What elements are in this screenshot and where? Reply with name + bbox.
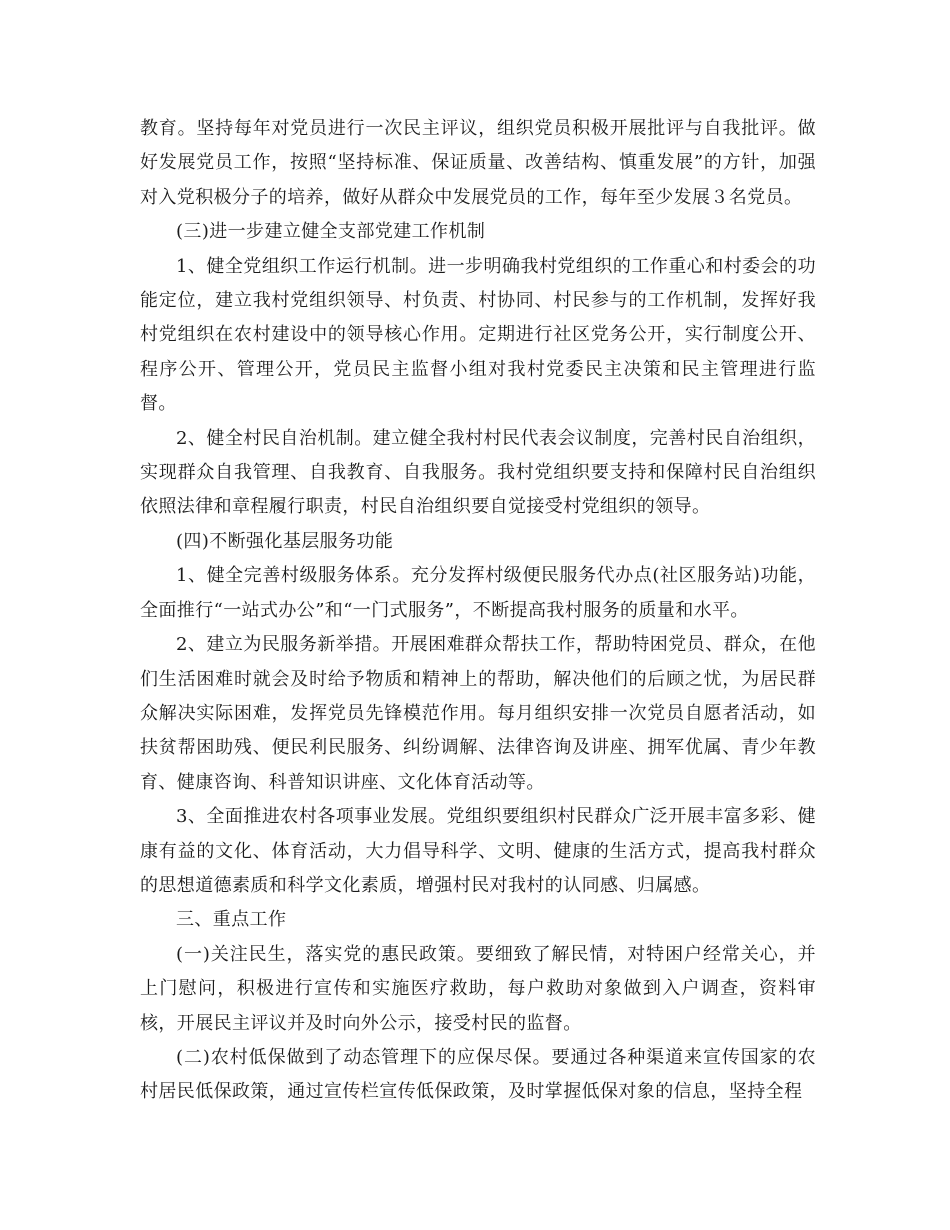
section-heading-3: (三)进一步建立健全支部党建工作机制 — [176, 221, 486, 243]
paragraph: (一)关注民生，落实党的惠民政策。要细致了解民情，对特困户经常关心，并上门慰问，积极进行宣传和实施医疗救助，每户救助对象做到入户调查，资料审核，开展民主评议并及时向外公示，接受村民的监督。 — [140, 943, 816, 1034]
section-heading-main: 三、重点工作 — [176, 909, 287, 931]
paragraph: 1、健全党组织工作运行机制。进一步明确我村党组织的工作重心和村委会的功能定位，建立我村党组织领导、村负责、村协同、村民参与的工作机制，发挥好我村党组织在农村建设中的领导核心作用。定期进行社区党务公开，实行制度公开、程序公开、管理公开，党员民主监督小组对我村党委民主决策和民主管理进行监督。 — [140, 255, 816, 415]
paragraph: 2、健全村民自治机制。建立健全我村村民代表会议制度，完善村民自治组织，实现群众自我管理、自我教育、自我服务。我村党组织要支持和保障村民自治组织依照法律和章程履行职责，村民自治组织要自觉接受村党组织的领导。 — [140, 427, 816, 518]
paragraph-continuation: 教育。坚持每年对党员进行一次民主评议，组织党员积极开展批评与自我批评。做好发展党员工作，按照“坚持标准、保证质量、改善结构、慎重发展”的方针，加强对入党积极分子的培养，做好从群众中发展党员的工作，每年至少发展３名党员。 — [140, 118, 816, 208]
section-heading-4: (四)不断强化基层服务功能 — [176, 530, 394, 552]
document-body — [140, 112, 816, 1110]
paragraph: 1、健全完善村级服务体系。充分发挥村级便民服务代办点(社区服务站)功能，全面推行“一站式办公”和“一门式服务”，不断提高我村服务的质量和水平。 — [140, 565, 816, 621]
paragraph: 3、全面推进农村各项事业发展。党组织要组织村民群众广泛开展丰富多彩、健康有益的文化、体育活动，大力倡导科学、文明、健康的生活方式，提高我村群众的思想道德素质和科学文化素质，增强村民对我村的认同感、归属感。 — [140, 806, 816, 896]
paragraph: 2、建立为民服务新举措。开展困难群众帮扶工作，帮助特困党员、群众，在他们生活困难时就会及时给予物质和精神上的帮助，解决他们的后顾之忧，为居民群众解决实际困难，发挥党员先锋模范作用。每月组织安排一次党员自愿者活动，如扶贫帮困助残、便民利民服务、纠纷调解、法律咨询及讲座、拥军优属、青少年教育、健康咨询、科普知识讲座、文化体育活动等。 — [140, 634, 816, 793]
paragraph: (二)农村低保做到了动态管理下的应保尽保。要通过各种渠道来宣传国家的农村居民低保政策，通过宣传栏宣传低保政策，及时掌握低保对象的信息，坚持全程 — [140, 1046, 816, 1103]
